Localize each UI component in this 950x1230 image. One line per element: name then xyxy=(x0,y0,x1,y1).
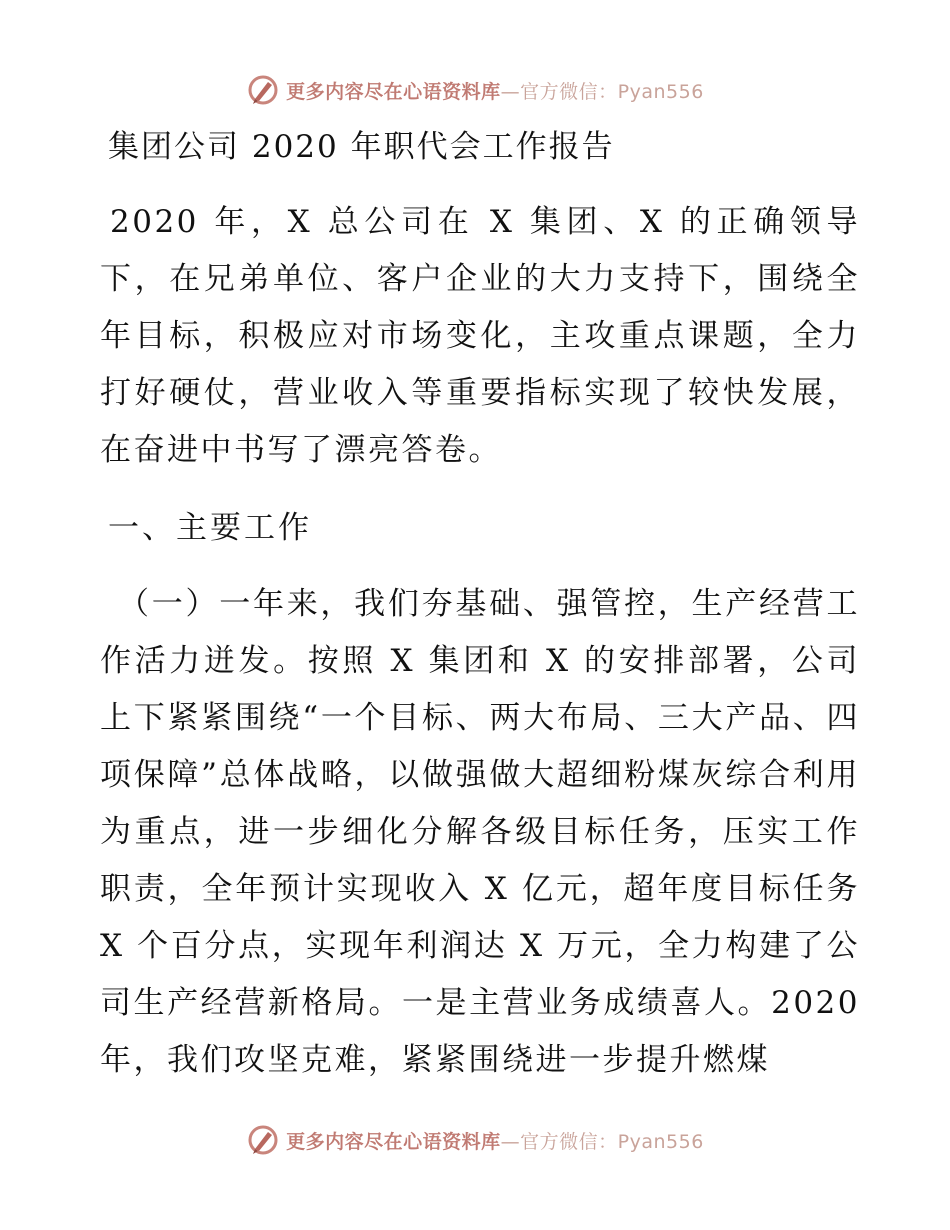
watermark-footer xyxy=(0,1120,950,1160)
document-title: 集团公司 2020 年职代会工作报告 xyxy=(108,129,615,165)
pen-logo-icon xyxy=(246,1123,280,1157)
pen-logo-icon xyxy=(246,73,280,107)
watermark-header xyxy=(0,70,950,110)
watermark-text: 更多内容尽在心语资料库—官方微信：Pyan556 xyxy=(286,80,704,103)
section-body-paragraph: （一）一年来，我们夯基础、强管控，生产经营工作活力迸发。按照 X 集团和 X 的安排部署，公司上下紧紧围绕“一个目标、两大布局、三大产品、四项保障”总体战略，以做强做大超细粉煤灰综合利用为重点，进一步细化分解各级目标任务，压实工作职责，全年预计实现收入 X 亿元，超年度目标任务 X 个百分点，实现年利润达 X 万元，全力构建了公司生产经营新格局。一是主营业务成绩喜人。2020 年，我们攻坚克难，紧紧围绕进一步提升燃煤 xyxy=(100,586,860,1078)
section-heading: 一、主要工作 xyxy=(108,510,312,546)
watermark-text: 更多内容尽在心语资料库—官方微信：Pyan556 xyxy=(286,1130,704,1153)
intro-paragraph: 2020 年，X 总公司在 X 集团、X 的正确领导下，在兄弟单位、客户企业的大力支持下，围绕全年目标，积极应对市场变化，主攻重点课题，全力打好硬仗，营业收入等重要指标实现了较快发展，在奋进中书写了漂亮答卷。 xyxy=(100,204,860,468)
